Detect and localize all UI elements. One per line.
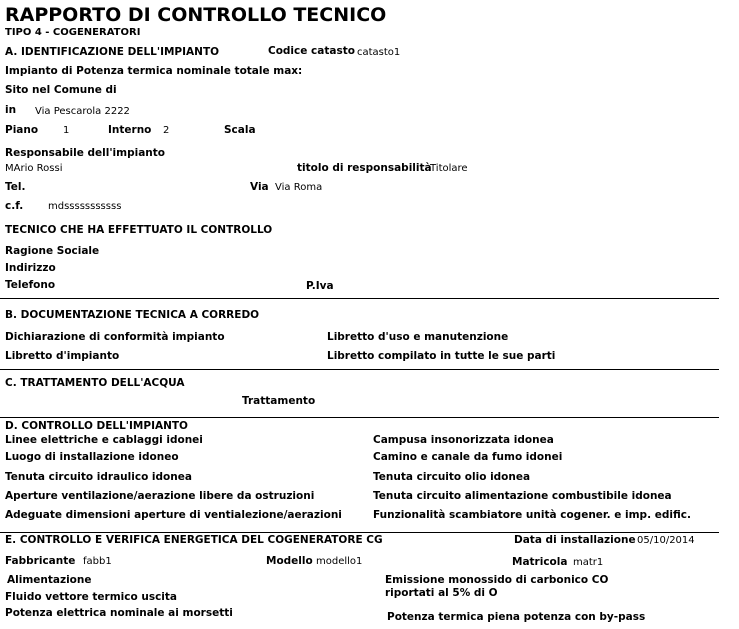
controllo-item-right: Funzionalità scambiatore unità cogener. e imp. edific. [373,509,691,521]
responsabile-value: MArio Rossi [5,163,63,174]
scala-label: Scala [224,124,256,136]
page-title: RAPPORTO DI CONTROLLO TECNICO [5,4,387,26]
ragione-sociale-label: Ragione Sociale [5,245,100,257]
codice-catasto-value: catasto1 [357,47,401,58]
titolo-responsabilita-value: Titolare [430,163,468,174]
potenza-nominale-label: Impianto di Potenza termica nominale totale max: [5,65,303,77]
fabbricante-value: fabb1 [83,556,112,567]
titolo-responsabilita-label: titolo di responsabilità [297,162,432,174]
piano-value: 1 [63,125,70,136]
modello-value: modello1 [316,556,363,567]
page-subtitle: TIPO 4 - COGENERATORI [5,27,141,38]
telefono-label: Telefono [5,279,56,291]
piva-label: P.Iva [306,280,334,292]
controllo-item-left: Adeguate dimensioni aperture di ventialezione/aerazioni [5,509,342,521]
controllo-item-right: Camino e canale da fumo idonei [373,451,563,463]
cf-value: mdsssssssssss [48,201,122,212]
libretto-compilato-label: Libretto compilato in tutte le sue parti [327,350,556,362]
divider [0,417,719,418]
matricola-label: Matricola [512,556,568,568]
potenza-elettrica-label: Potenza elettrica nominale ai morsetti [5,607,233,619]
controllo-item-left: Luogo di installazione idoneo [5,451,179,463]
potenza-termica-label: Potenza termica piena potenza con by-pass [387,611,646,623]
cf-label: c.f. [5,200,24,212]
section-e-heading: E. CONTROLLO E VERIFICA ENERGETICA DEL COGENERATORE CG [5,534,383,546]
section-c-heading: C. TRATTAMENTO DELL'ACQUA [5,377,185,389]
modello-label: Modello [266,555,313,567]
via-label: Via [250,181,269,193]
libretto-impianto-label: Libretto d'impianto [5,350,120,362]
controllo-item-left: Tenuta circuito idraulico idonea [5,471,192,483]
responsabile-label: Responsabile dell'impianto [5,147,165,159]
section-b-heading: B. DOCUMENTAZIONE TECNICA A CORREDO [5,309,260,321]
divider [0,298,719,299]
fluido-vettore-label: Fluido vettore termico uscita [5,591,178,603]
section-a-heading: A. IDENTIFICAZIONE DELL'IMPIANTO [5,46,220,58]
data-installazione-label: Data di installazione [514,534,636,546]
controllo-item-left: Aperture ventilazione/aerazione libere da ostruzioni [5,490,315,502]
section-d-heading: D. CONTROLLO DELL'IMPIANTO [5,420,188,432]
libretto-uso-label: Libretto d'uso e manutenzione [327,331,509,343]
via-value: Via Roma [275,182,323,193]
divider [0,532,719,533]
interno-value: 2 [163,125,170,136]
in-value: Via Pescarola 2222 [35,106,130,117]
dichiarazione-conformita-label: Dichiarazione di conformità impianto [5,331,225,343]
emissione-co-label-2: riportati al 5% di O [385,587,498,599]
alimentazione-label: Alimentazione [7,574,92,586]
tel-label: Tel. [5,181,26,193]
data-installazione-value: 05/10/2014 [637,535,695,546]
indirizzo-label: Indirizzo [5,262,56,274]
codice-catasto-label: Codice catasto [268,45,355,57]
piano-label: Piano [5,124,39,136]
trattamento-label: Trattamento [242,395,316,407]
controllo-item-right: Campusa insonorizzata idonea [373,434,554,446]
controllo-item-right: Tenuta circuito olio idonea [373,471,531,483]
in-label: in [5,104,17,116]
tecnico-heading: TECNICO CHE HA EFFETTUATO IL CONTROLLO [5,224,273,236]
emissione-co-label: Emissione monossido di carbonico CO [385,574,609,586]
controllo-item-right: Tenuta circuito alimentazione combustibile idonea [373,490,672,502]
matricola-value: matr1 [573,557,604,568]
interno-label: Interno [108,124,152,136]
controllo-item-left: Linee elettriche e cablaggi idonei [5,434,203,446]
sito-comune-label: Sito nel Comune di [5,84,117,96]
fabbricante-label: Fabbricante [5,555,76,567]
divider [0,369,719,370]
